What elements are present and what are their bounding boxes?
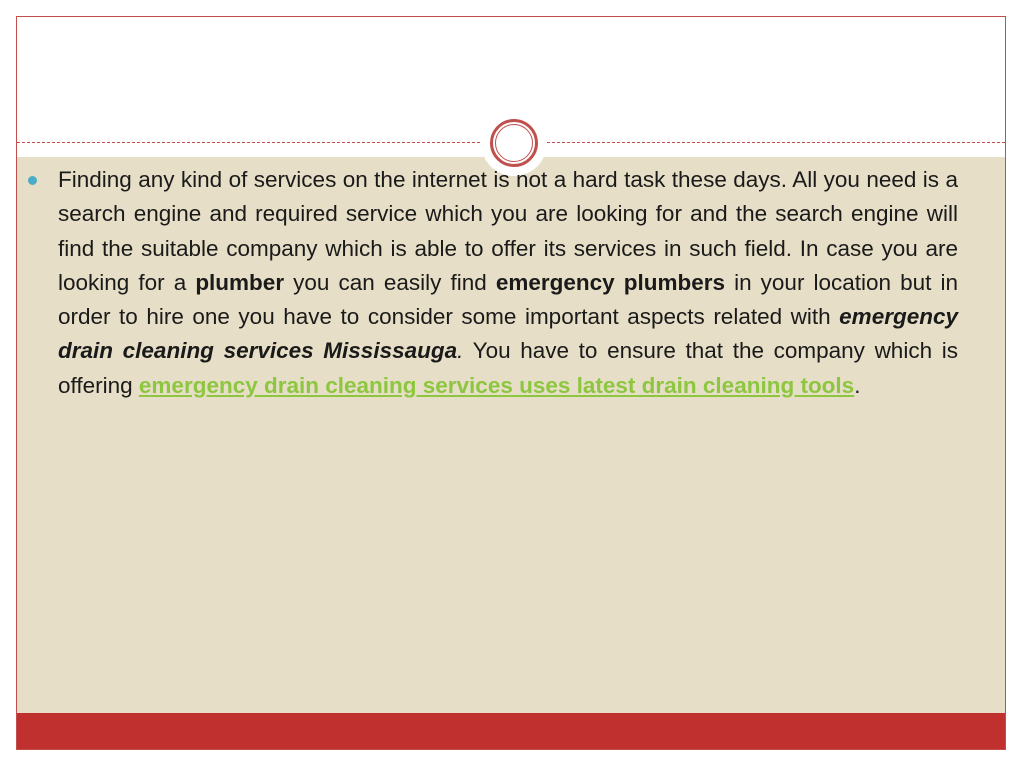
keyword-plumber: plumber	[195, 269, 285, 295]
paragraph-text-3: in your location but in order to hire one you have to consider some important aspects related with	[58, 269, 959, 330]
bullet-dot-icon	[28, 176, 37, 185]
inner-ring	[495, 124, 533, 162]
paragraph-text-1: Finding any kind of services on the internet is not a hard task these days. All you need is a search engine and required service which you are looking for and the search engine will find the suitable company which is able to offer its services in such field. In case you are looking for a	[58, 167, 958, 295]
footer-bar	[17, 713, 1005, 749]
paragraph-text-4: You have to ensure that the company which is offering	[58, 338, 958, 398]
drain-cleaning-link[interactable]: emergency drain cleaning services uses latest drain cleaning tools	[138, 372, 855, 398]
italic-period: .	[457, 338, 464, 364]
paragraph-end: .	[854, 372, 861, 398]
bullet-paragraph	[58, 163, 958, 403]
paragraph-text-2: you can easily find	[284, 269, 496, 295]
keyword-emergency-plumbers: emergency plumbers	[495, 269, 725, 295]
keyword-emergency-drain-cleaning: emergency drain cleaning services Mississauga	[58, 304, 958, 364]
